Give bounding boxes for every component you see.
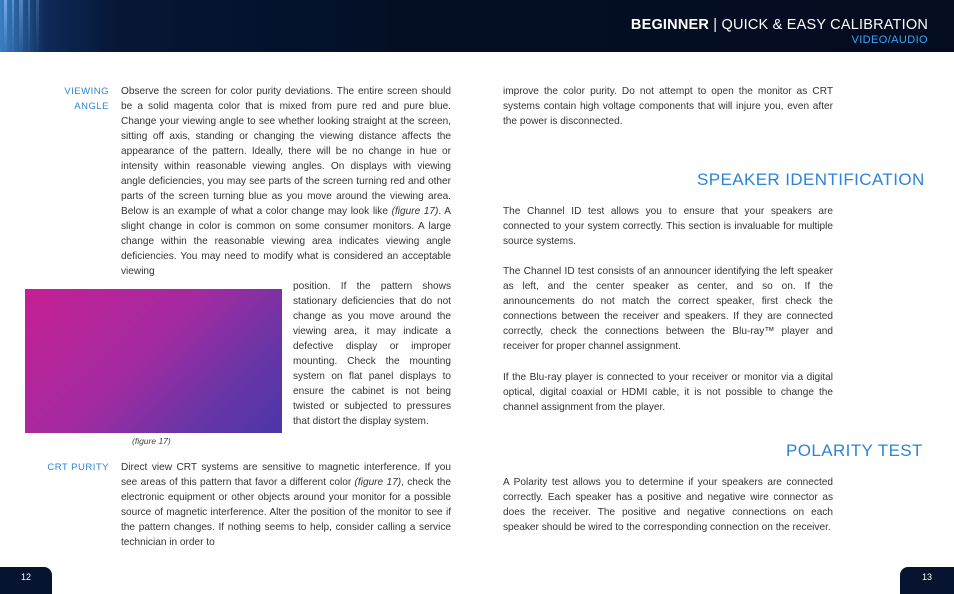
viewing-angle-wrap-paragraph: position. If the pattern shows stationary deficiencies that do not change as you move around the viewing area, it may indicate a defective display or improper mounting. Check the mounting system on flat panel displays to ensure the cabinet is not being twisted or subjected to pressures that distort the display system.: [293, 281, 451, 427]
crt-purity-paragraph: [121, 460, 451, 550]
header-light-streak: [28, 0, 30, 52]
crt-purity-text-2: , check the electronic equipment or other objects around your monitor for a possible source of magnetic interference. Alter the position of the monitor to see if the pattern changes. If nothing seems to help, consider calling a service technician in order to: [121, 477, 451, 548]
viewing-angle-text-2: . A slight change in color is common on some consumer monitors. A large change within the reasonable viewing area indicates viewing angle deficiencies. You may need to modify what is considered an acceptable viewing: [121, 206, 451, 277]
header-light-streak: [19, 0, 23, 52]
page-number-right: 13: [900, 567, 954, 594]
crt-purity-text-1: Direct view CRT systems are sensitive to magnetic interference. If you see areas of this pattern that favor a different color: [121, 462, 451, 488]
viewing-angle-label-line2: ANGLE: [74, 101, 109, 112]
viewing-angle-label: [40, 84, 109, 114]
header-light-streak: [12, 0, 14, 52]
speaker-id-paragraph-1: The Channel ID test allows you to ensure that your speakers are connected to your system correctly. This section is invaluable for multiple source systems.: [503, 206, 833, 247]
figure-17-magenta-gradient: [25, 289, 282, 433]
viewing-angle-text-1: Observe the screen for color purity deviations. The entire screen should be a solid magenta color that is mixed from pure red and pure blue. Change your viewing angle to see whether looking straight at the screen, sitting off axis, standing or changing the viewing distance affects the appearance of the pattern. Ideally, there will be no change in hue or intensity within reasonable viewing angles. On displays with viewing angle deficiencies, you may see parts of the screen turning red and other parts of the screen turning blue as you move around the viewing area. Below is an example of what a color change may look like: [121, 86, 451, 217]
crt-purity-label: CRT PURITY: [47, 462, 109, 473]
figure-reference: (figure 17): [391, 206, 439, 217]
header-title-bold: BEGINNER: [630, 17, 710, 33]
page-number-left: 12: [0, 567, 52, 594]
header-light-streak: [36, 0, 39, 52]
header-title-rest: QUICK & EASY CALIBRATION: [721, 17, 928, 33]
speaker-id-paragraph-2: The Channel ID test consists of an announcer identifying the left speaker as left, and the center speaker as center, and so on. If the announcements do not match the correct speaker, first check the connections between the receiver and speakers. If they are connected correctly, check the connections between the Blu-ray™ player and receiver for proper channel assignment.: [503, 266, 833, 352]
header-title-separator: |: [709, 17, 722, 33]
figure-caption: (figure 17): [132, 436, 171, 446]
figure-reference: (figure 17): [354, 477, 402, 488]
viewing-angle-label-line1: VIEWING: [64, 86, 109, 97]
header-title: [631, 17, 928, 33]
polarity-paragraph: A Polarity test allows you to determine if your speakers are connected correctly. Each speaker has a positive and negative wire connector as does the receiver. The positive and negative connections on each speaker should be wired to the corresponding connection on the receiver.: [503, 477, 833, 533]
speaker-identification-heading: SPEAKER IDENTIFICATION: [697, 170, 925, 189]
page-header: [0, 0, 954, 52]
crt-purity-continued: improve the color purity. Do not attempt to open the monitor as CRT systems contain high voltage components that will injure you, even after the power is disconnected.: [503, 86, 833, 127]
speaker-id-paragraph-3: If the Blu-ray player is connected to your receiver or monitor via a digital optical, digital coaxial or HDMI cable, it is not possible to change the channel assignment from the player.: [503, 372, 833, 413]
viewing-angle-paragraph: [121, 84, 451, 279]
header-subtitle: VIDEO/AUDIO: [851, 34, 928, 46]
header-light-streak: [4, 0, 7, 52]
polarity-test-heading: POLARITY TEST: [786, 441, 923, 460]
